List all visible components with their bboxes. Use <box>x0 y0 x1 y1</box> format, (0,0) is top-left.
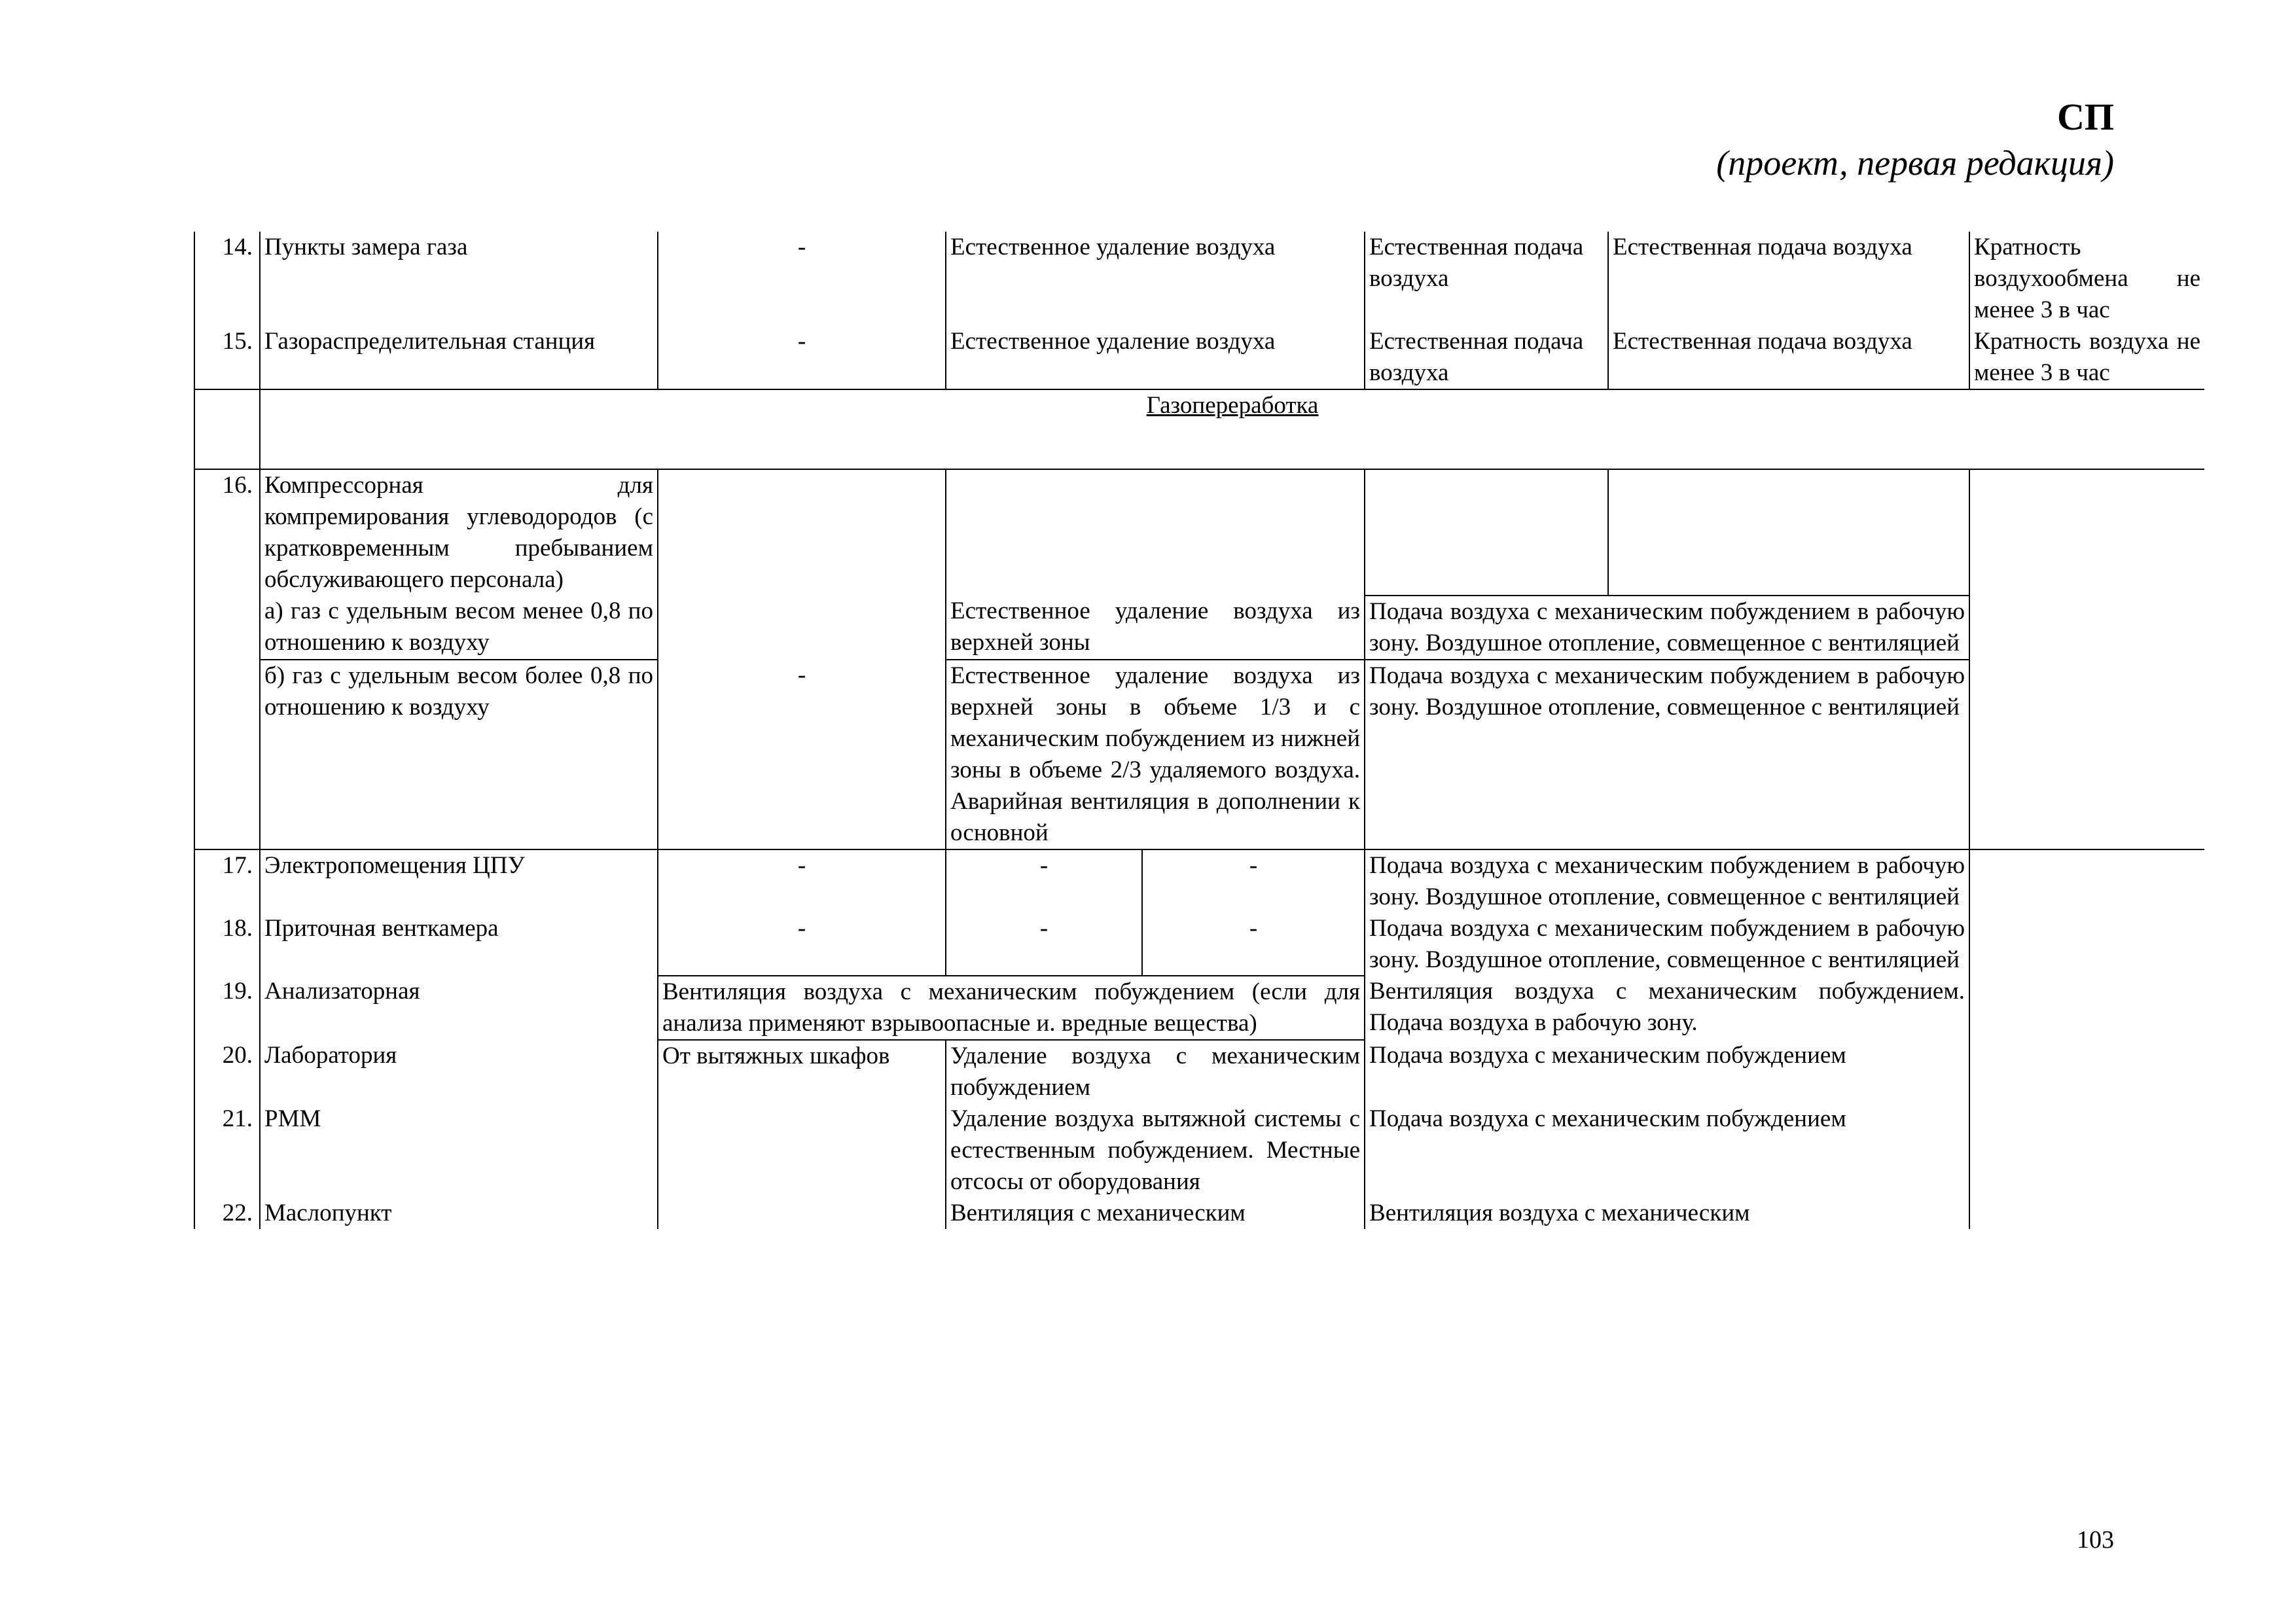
room-name: Электропомещения ЦПУ <box>260 849 658 913</box>
table-row <box>194 976 2204 1040</box>
row-number: 22. <box>194 1198 260 1229</box>
cell-general-exhaust-alt: - <box>1142 849 1365 913</box>
cell-local-exhaust <box>658 1040 946 1229</box>
section-row <box>194 389 2204 469</box>
row-number: 18. <box>194 913 260 976</box>
cell-local-exhaust <box>658 469 946 660</box>
cell-supply: Подача воздуха с механическим побуждением в рабочую зону. Воздушное отопление, совмещенное с вентиляцией <box>1365 913 1969 976</box>
document-code: СП <box>2057 96 2114 138</box>
room-name: Пункты замера газа <box>260 232 658 326</box>
cell-supply-alt: Естественная подача воздуха <box>1608 232 1969 326</box>
cell-general-exhaust: Естественное удаление воздуха <box>946 232 1365 326</box>
cell-supply <box>1365 469 1608 596</box>
ventilation-table-container <box>194 232 2204 1541</box>
room-name: б) газ с удельным весом более 0,8 по отношению к воздуху <box>260 660 658 849</box>
table-row <box>194 232 2204 326</box>
room-name: Лаборатория <box>260 1040 658 1103</box>
section-title: Газопереработка <box>1146 392 1319 419</box>
cell-general-exhaust: Вентиляция с механическим <box>946 1198 1365 1229</box>
table-row <box>194 1103 2204 1198</box>
row-number: 21. <box>194 1103 260 1198</box>
cell-general-exhaust: - <box>946 913 1142 976</box>
document-status: (проект, первая редакция) <box>1716 143 2114 183</box>
table-row <box>194 1198 2204 1229</box>
table-row <box>194 326 2204 389</box>
cell-supply-alt: Естественная подача воздуха <box>1608 326 1969 389</box>
cell-general-exhaust <box>946 469 1365 596</box>
cell-supply: Подача воздуха с механическим побуждением в рабочую зону. Воздушное отопление, совмещенное с вентиляцией <box>1365 660 1969 849</box>
cell-note <box>1969 469 2204 660</box>
cell-supply-alt <box>1608 469 1969 596</box>
row-number <box>194 660 260 849</box>
table-row <box>194 660 2204 849</box>
row-number: 19. <box>194 976 260 1040</box>
cell-general-exhaust: - <box>946 849 1142 913</box>
room-name: Газораспределительная станция <box>260 326 658 389</box>
room-name: а) газ с удельным весом менее 0,8 по отношению к воздуху <box>260 596 658 660</box>
cell-note: Кратность воздуха не менее 3 в час <box>1969 326 2204 389</box>
cell-general-exhaust: Удаление воздуха вытяжной системы с естественным побуждением. Местные отсосы от оборудования <box>946 1103 1365 1198</box>
cell-local-exhaust: - <box>658 849 946 913</box>
cell-exhaust-combined: Вентиляция воздуха с механическим побуждением (если для анализа применяют взрывоопасные и. вредные вещества) <box>658 976 1365 1040</box>
cell-supply: Естественная подача воздуха <box>1365 326 1608 389</box>
table-row <box>194 469 2204 596</box>
cell-general-exhaust: Естественное удаление воздуха <box>946 326 1365 389</box>
cell-supply: Вентиляция воздуха с механическим побуждением. Подача воздуха в рабочую зону. <box>1365 976 1969 1040</box>
room-name: Маслопункт <box>260 1198 658 1229</box>
section-number-cell <box>194 389 260 469</box>
cell-local-exhaust: - <box>658 232 946 326</box>
section-cell <box>260 389 2204 469</box>
row-number: 20. <box>194 1040 260 1103</box>
cell-general-exhaust: Естественное удаление воздуха из верхней зоны <box>946 596 1365 660</box>
cell-local-exhaust: - <box>658 326 946 389</box>
cell-supply: Подача воздуха с механическим побуждением в рабочую зону. Воздушное отопление, совмещенное с вентиляцией <box>1365 849 1969 913</box>
cell-local-exhaust: - <box>658 660 946 849</box>
cell-general-exhaust: Естественное удаление воздуха из верхней зоны в объеме 1/3 и с механическим побуждением из нижней зоны в объеме 2/3 удаляемого воздуха. Аварийная вентиляция в дополнении к основной <box>946 660 1365 849</box>
room-name: Анализаторная <box>260 976 658 1040</box>
table-row <box>194 596 2204 660</box>
cell-supply: Подача воздуха с механическим побуждением <box>1365 1103 1969 1198</box>
table-row <box>194 1040 2204 1103</box>
room-name: Приточная венткамера <box>260 913 658 976</box>
cell-note: Кратность воздухообмена не менее 3 в час <box>1969 232 2204 326</box>
cell-note <box>1969 660 2204 849</box>
page-number: 103 <box>2077 1526 2114 1554</box>
row-number: 17. <box>194 849 260 913</box>
cell-general-exhaust-alt: - <box>1142 913 1365 976</box>
cell-note <box>1969 849 2204 1229</box>
row-number: 16. <box>194 469 260 660</box>
room-name: Компрессорная для компремирования углеводородов (с кратковременным пребыванием обслуживающего персонала) <box>260 469 658 596</box>
cell-supply: Естественная подача воздуха <box>1365 232 1608 326</box>
cell-supply: Подача воздуха с механическим побуждением в рабочую зону. Воздушное отопление, совмещенное с вентиляцией <box>1365 596 1969 660</box>
cell-supply: Подача воздуха с механическим побуждением <box>1365 1040 1969 1103</box>
local-exhaust-text: От вытяжных шкафов <box>662 1043 890 1069</box>
cell-general-exhaust: Удаление воздуха с механическим побуждением <box>946 1040 1365 1103</box>
cell-supply: Вентиляция воздуха с механическим <box>1365 1198 1969 1229</box>
cell-local-exhaust: - <box>658 913 946 976</box>
row-number: 15. <box>194 326 260 389</box>
table-row <box>194 913 2204 976</box>
table-row <box>194 849 2204 913</box>
ventilation-table <box>194 232 2204 1229</box>
room-name: РММ <box>260 1103 658 1198</box>
row-number: 14. <box>194 232 260 326</box>
